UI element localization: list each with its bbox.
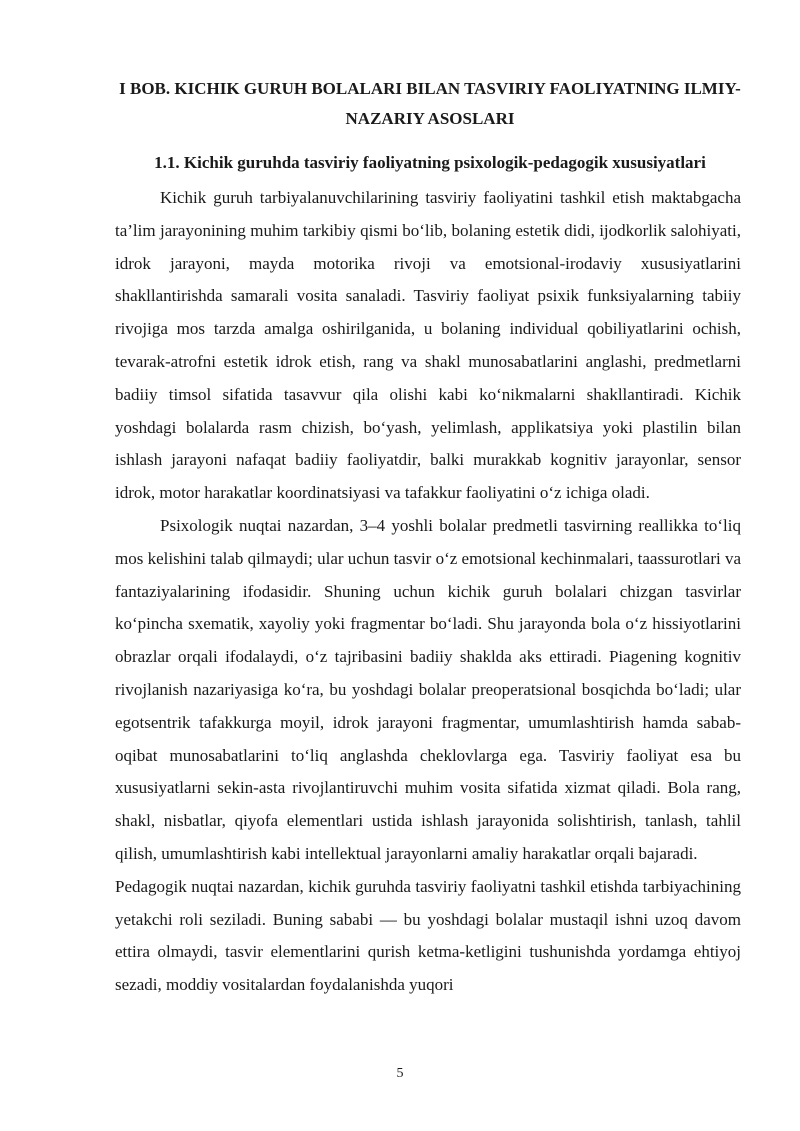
paragraph: Pedagogik nuqtai nazardan, kichik guruhda tasviriy faoliyatni tashkil etishda tarbiyachining yetakchi roli seziladi. Buning sababi — bu yoshdagi bolalar mustaqil ishni uzoq davom ettira olmaydi, tasvir elementlarini qurish ketma-ketligini tushunishda yordamga ehtiyoj sezadi, moddiy vositalardan foydalanishda yuqori bbox=[115, 876, 741, 995]
section-title: 1.1. Kichik guruhda tasviriy faoliyatning psixologik-pedagogik xususiyatlari bbox=[154, 153, 706, 172]
paragraph: Kichik guruh tarbiyalanuvchilarining tasviriy faoliyatini tashkil etish maktabgacha ta’lim jarayonining muhim tarkibiy qismi bo‘lib, bolaning estetik didi, ijodkorlik salohiyati, idrok jarayoni, mayda motorika rivoji va emotsional-irodaviy xususiyatlarini shakllantirishda samarali vosita sanaladi. Tasviriy faoliyat psixik funksiyalarning tabiiy rivojiga mos tarzda amalga oshirilganida, u bolaning individual qobiliyatlarini ochish, tevarak-atrofni estetik idrok etish, rang va shakl munosabatlarini anglashi, predmetlarni badiiy timsol sifatida tasavvur qila olishi kabi ko‘nikmalarni shakllantiradi. Kichik yoshdagi bolalarda rasm chizish, bo‘yash, yelimlash, applikatsiya yoki plastilin bilan ishlash jarayoni nafaqat badiiy faoliyatdir, balki murakkab kognitiv jarayonlar, sensor idrok, motor harakatlar koordinatsiyasi va tafakkur faoliyatini o‘z ichiga oladi. bbox=[115, 188, 741, 503]
page-number: 5 bbox=[396, 1066, 404, 1081]
chapter-title: I BOB. KICHIK GURUH BOLALARI BILAN TASVIRIY FAOLIYATNING ILMIY-NAZARIY ASOSLARI bbox=[119, 79, 741, 128]
body-text bbox=[115, 182, 741, 1002]
paragraph: Psixologik nuqtai nazardan, 3–4 yoshli bolalar predmetli tasvirning reallikka to‘liq mos kelishini talab qilmaydi; ular uchun tasvir o‘z emotsional kechinmalari, taassurotlari va fantaziyalarining ifodasidir. Shuning uchun kichik guruh bolalari chizgan tasvirlar ko‘pincha sxematik, xayoliy yoki fragmentar bo‘ladi. Shu jarayonda bola o‘z hissiyotlarini obrazlar orqali ifodalaydi, o‘z tajribasini badiiy shaklda aks ettiradi. Piagening kognitiv rivojlanish nazariyasiga ko‘ra, bu yoshdagi bolalar preoperatsional bosqichda bo‘ladi; ular egotsentrik tafakkurga moyil, idrok jarayoni fragmentar, umumlashtirish hamda sabab-oqibat munosabatlarini to‘liq anglashda cheklovlarga ega. Tasviriy faoliyat esa bu xususiyatlarni sekin-asta rivojlantiruvchi muhim vosita sifatida xizmat qiladi. Bola rang, shakl, nisbatlar, qiyofa elementlari ustida ishlash jarayonida solishtirish, tanlash, tahlil qilish, umumlashtirish kabi intellektual jarayonlarni amaliy harakatlar orqali bajaradi. bbox=[115, 515, 742, 863]
